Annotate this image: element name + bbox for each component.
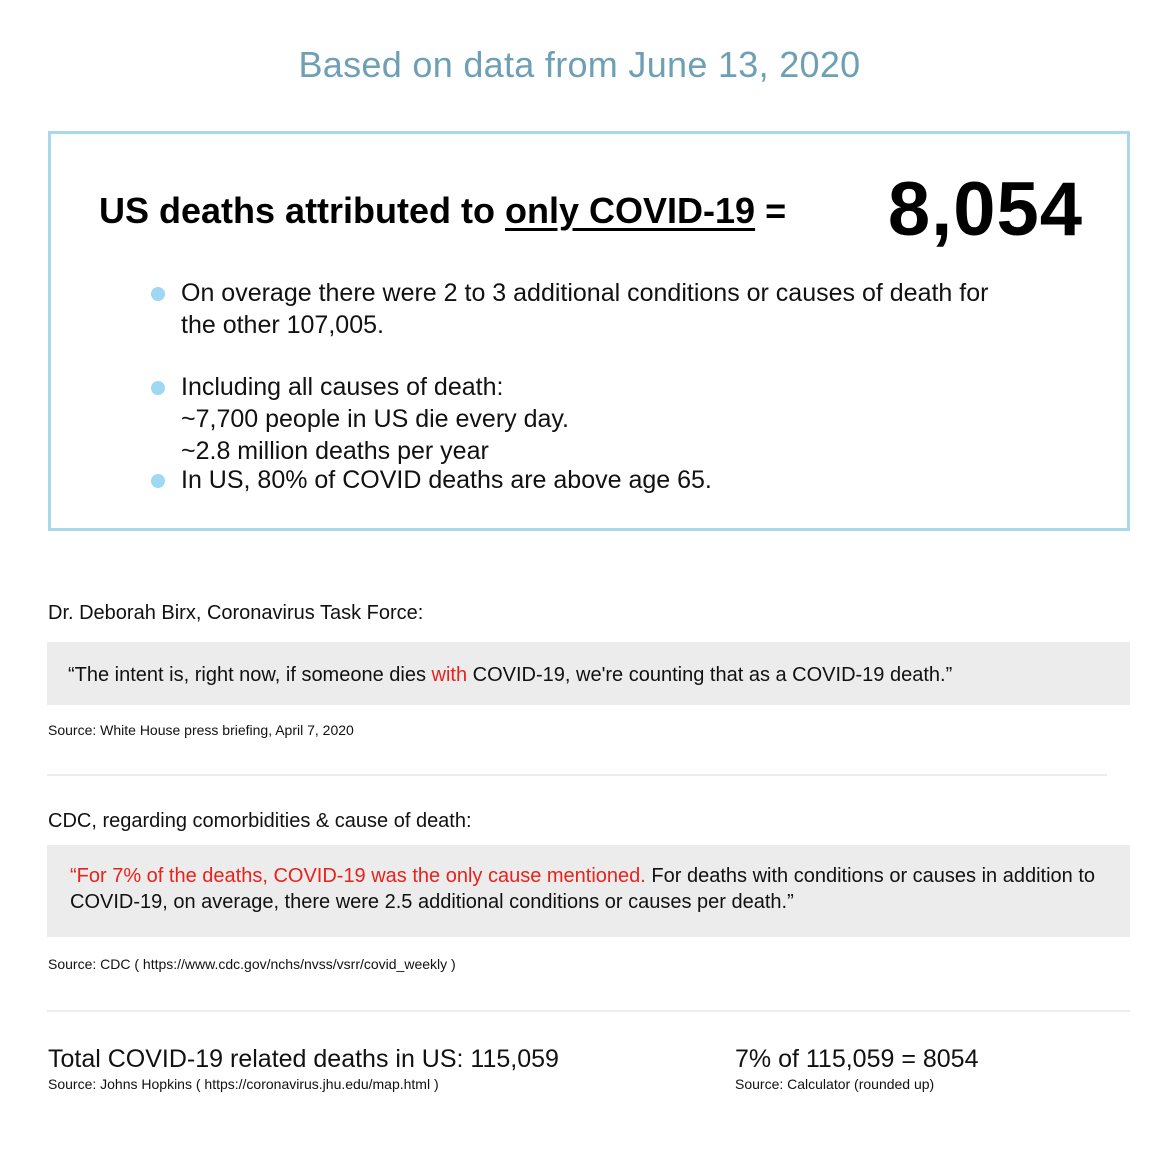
quote-text: COVID-19, we're counting that as a COVID-19 death.” (467, 664, 953, 686)
date-heading: Based on data from June 13, 2020 (298, 44, 861, 85)
headline-prefix: US deaths attributed to (99, 190, 506, 231)
birx-label: Dr. Deborah Birx, Coronavirus Task Force: (48, 602, 424, 624)
birx-source: Source: White House press briefing, April 7, 2020 (48, 722, 354, 738)
divider (47, 1010, 1130, 1012)
calculation (735, 1045, 979, 1092)
cdc-source: Source: CDC ( https://www.cdc.gov/nchs/nvss/vsrr/covid_weekly ) (48, 956, 456, 972)
bullet-text (181, 371, 1031, 467)
total-deaths-source: Source: Johns Hopkins ( https://coronavirus.jhu.edu/map.html ) (48, 1076, 439, 1092)
death-count: 8,054 (887, 167, 1083, 252)
bullet-dot-icon (151, 287, 165, 301)
bullet-values (181, 403, 1031, 467)
divider (47, 774, 1107, 776)
bullet-text: On overage there were 2 to 3 additional conditions or causes of death for the other 107,005. (181, 279, 989, 339)
calculation-text: 7% of 115,059 = 8054 (735, 1045, 979, 1073)
quote-highlight: with (431, 664, 468, 686)
total-deaths-text: Total COVID-19 related deaths in US: 115,059 (48, 1045, 559, 1073)
cdc-label: CDC, regarding comorbidities & cause of death: (48, 810, 472, 832)
yearly-deaths: ~2.8 million deaths per year (181, 437, 489, 465)
headline-equals: = (755, 190, 787, 231)
total-deaths (48, 1045, 559, 1092)
birx-quote (47, 642, 1130, 705)
bullet-item (151, 464, 1011, 496)
headline (99, 190, 786, 232)
bullet-dot-icon (151, 474, 165, 488)
quote-highlight: “For 7% of the deaths, COVID-19 was the only cause mentioned. (70, 865, 646, 887)
bullet-item (151, 371, 1031, 467)
headline-emphasis: only COVID-19 (505, 190, 756, 231)
quote-text: For deaths with conditions or causes in addition to COVID-19, on average, there were 2.5 additional conditions or causes per death.” (70, 865, 1095, 913)
bullet-dot-icon (151, 381, 165, 395)
quote-text: “The intent is, right now, if someone dies (68, 664, 432, 686)
daily-deaths: ~7,700 people in US die every day. (181, 405, 569, 433)
calculation-source: Source: Calculator (rounded up) (735, 1076, 935, 1092)
summary-box (48, 131, 1130, 531)
cdc-quote (47, 845, 1130, 937)
bullet-item (151, 277, 1011, 341)
bullet-lead: Including all causes of death: (181, 373, 511, 401)
bullet-text: In US, 80% of COVID deaths are above age 65. (181, 466, 712, 494)
